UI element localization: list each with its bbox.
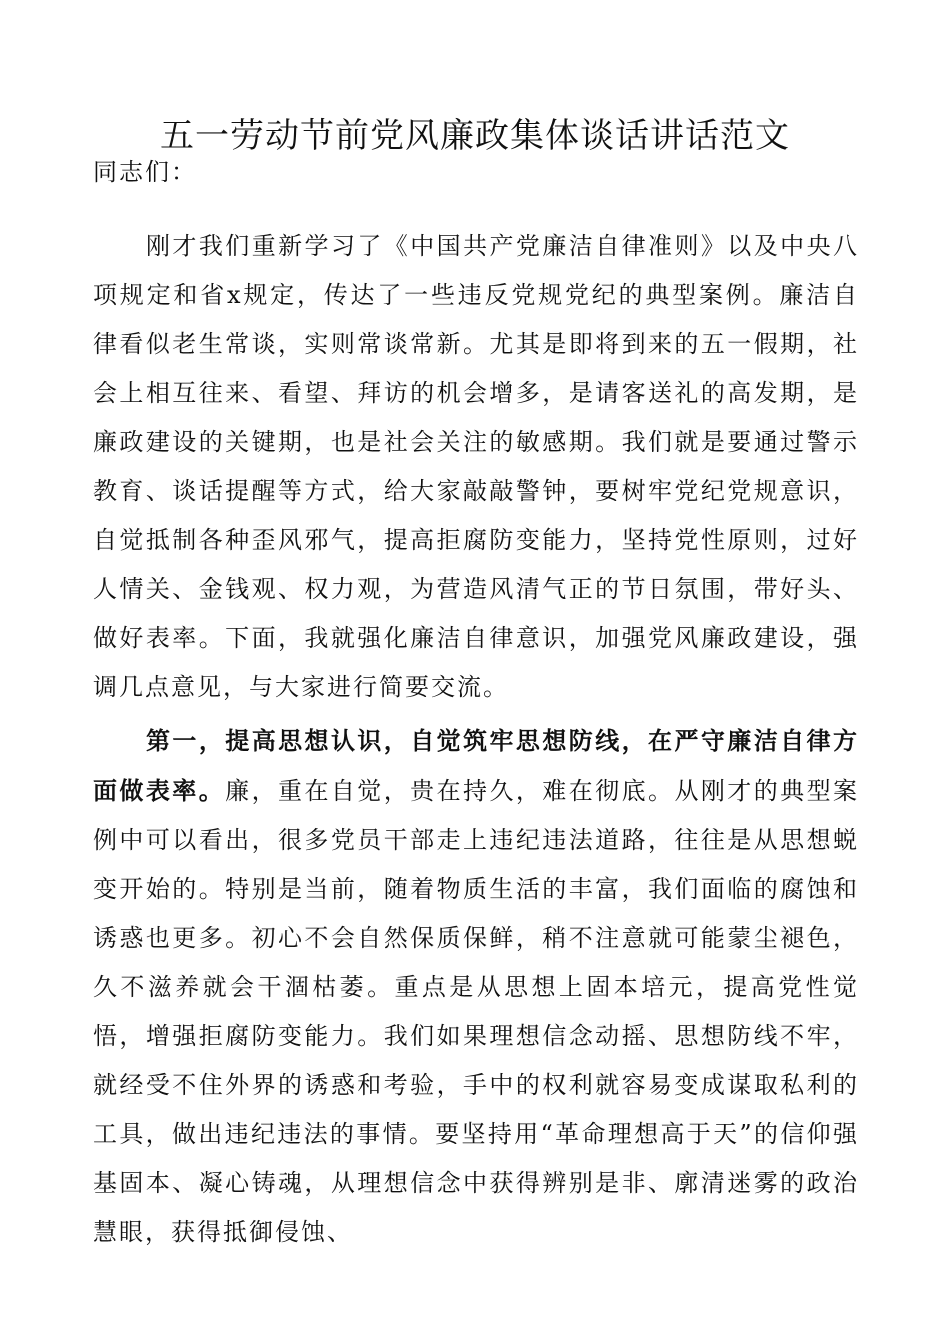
paragraph-intro: 刚才我们重新学习了《中国共产党廉洁自律准则》以及中央八项规定和省x规定，传达了一些违反党规党纪的典型案例。廉洁自律看似老生常谈，实则常谈常新。尤其是即将到来的五一假期，社会上相互往来、看望、拜访的机会增多，是请客送礼的高发期，是廉政建设的关键期，也是社会关注的敏感期。我们就是要通过警示教育、谈话提醒等方式，给大家敲敲警钟，要树牢党纪党规意识，自觉抵制各种歪风邪气，提高拒腐防变能力，坚持党性原则，过好人情关、金钱观、权力观，为营造风清气正的节日氛围，带好头、做好表率。下面，我就强化廉洁自律意识，加强党风廉政建设，强调几点意见，与大家进行简要交流。 [93,232,859,701]
salutation: 同志们： [93,158,197,186]
page-title: 五一劳动节前党风廉政集体谈话讲话范文 [160,116,790,156]
paragraph-first-point [93,716,859,1257]
paragraph-body: 廉，重在自觉，贵在持久，难在彻底。从刚才的典型案例中可以看出，很多党员干部走上违纪违法道路，往往是从思想蜕变开始的。特别是当前，随着物质生活的丰富，我们面临的腐蚀和诱惑也更多。初心不会自然保质保鲜，稍不注意就可能蒙尘褪色，久不滋养就会干涸枯萎。重点是从思想上固本培元，提高党性觉悟，增强拒腐防变能力。我们如果理想信念动摇、思想防线不牢，就经受不住外界的诱惑和考验，手中的权利就容易变成谋取私利的工具，做出违纪违法的事情。要坚持用“革命理想高于天”的信仰强基固本、凝心铸魂，从理想信念中获得辨别是非、廓清迷雾的政治慧眼，获得抵御侵蚀、 [93,777,860,1246]
paragraph-heading: 第一，提高思想认识，自觉筑牢思想防线，在严守廉洁自律方面做表率。 [93,726,859,805]
